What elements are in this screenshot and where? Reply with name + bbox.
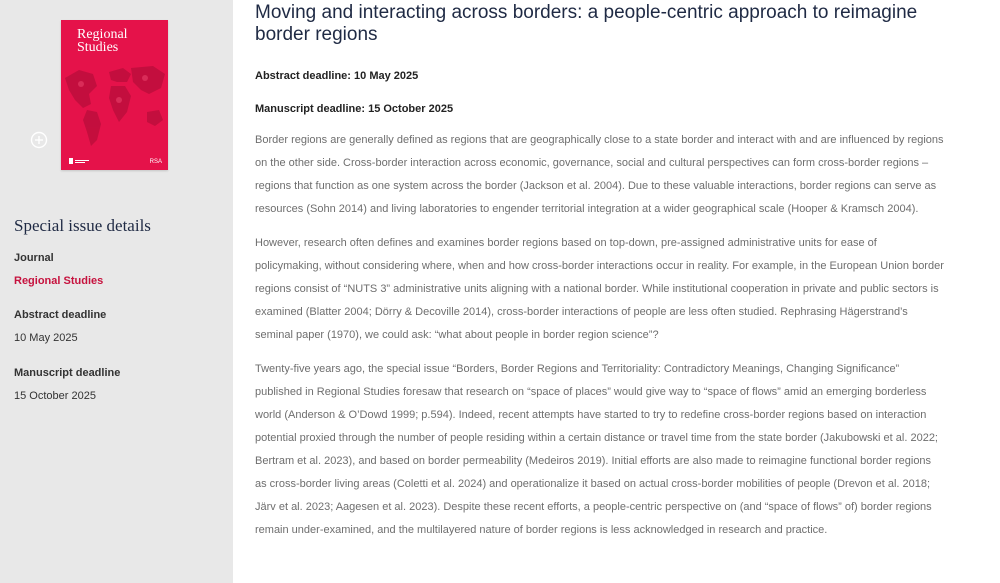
journal-cover-image[interactable] [61,20,168,170]
cover-title [77,28,162,54]
abstract-deadline-line: Abstract deadline: 10 May 2025 [255,70,419,82]
cover-rsa-badge: RSA [149,159,162,165]
world-map-graphic [61,60,168,160]
zoom-in-icon[interactable] [30,131,48,149]
page-title: Moving and interacting across borders: a people-centric approach to reimagine border regions [255,2,918,45]
cover-title-line1: Regional [77,27,128,42]
special-issue-details-heading: Special issue details [14,216,151,235]
body-paragraph: However, research often defines and examines border regions based on top-down, pre-assigned administrative units for ease of policymaking, without considering where, when and how cross-border interactions occur in reality. For example, in the European Union border regions consist of “NUTS 3” administrative units aligning with a national border. While institutional cooperation in private and public sectors is examined (Blatter 2004; Dörry & Decoville 2014), cross-border interactions of people are less often studied. Rephrasing Hägerstrand’s seminal paper (1970), we could ask: “what about people in border region science”? [255,237,944,341]
manuscript-deadline-value: 15 October 2025 [14,390,96,402]
journal-link[interactable]: Regional Studies [14,275,104,287]
main-content [255,0,945,542]
sidebar [0,0,233,583]
journal-label: Journal [14,252,54,264]
manuscript-deadline-label: Manuscript deadline [14,367,121,379]
abstract-deadline-label: Abstract deadline [14,309,107,321]
body-paragraph: Border regions are generally defined as regions that are geographically close to a state border and interact with and are influenced by regions on the other side. Cross-border interaction across economic, governance, social and cultural perspectives can form cross-border regions – regions that function as one system across the border (Jackson et al. 2004). Due to these valuable interactions, border regions can serve as resources (Sohn 2014) and living laboratories to engender territorial integration at a wider geographical scale (Hooper & Kramsch 2004). [255,134,944,215]
cover-publisher-mark [69,158,89,164]
abstract-deadline-value: 10 May 2025 [14,332,78,344]
manuscript-deadline-line: Manuscript deadline: 15 October 2025 [255,103,454,115]
body-paragraph: Twenty-five years ago, the special issue “Borders, Border Regions and Territoriality: Contradictory Meanings, Changing Significance” published in Regional Studies foresaw that research on “space of places” would give way to “space of flows” amid an emerging borderless world (Anderson & O’Dowd 1999; p.594). Indeed, recent attempts have started to try to redefine cross-border regions based on interaction potential proxied through the number of people residing within a certain distance or travel time from the state border (Jakubowski et al. 2022; Bertram et al. 2023), and based on border permeability (Medeiros 2019). Initial efforts are also made to reimagine functional border regions as cross-border living areas (Coletti et al. 2024) and operationalize it based on actual cross-border mobilities of people (Drevon et al. 2018; Järv et al. 2023; Aagesen et al. 2023). Despite these recent efforts, a people-centric perspective on (and “space of flows” of) border regions remain under-examined, and the multilayered nature of border regions is less acknowledged in research and practice. [255,363,938,536]
cover-title-line2: Studies [77,40,119,55]
journal-value [14,275,103,287]
